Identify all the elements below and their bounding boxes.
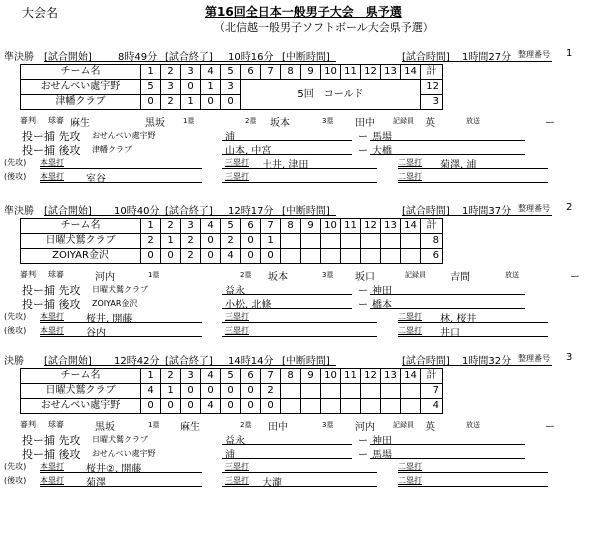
two-players: 井口	[440, 328, 460, 339]
team-name: 日曜犬鷲クラブ	[21, 384, 141, 399]
team-name: おせんべい處宇野	[21, 399, 141, 414]
inning-header: 9	[301, 369, 321, 384]
catcher-name: 橋本	[372, 300, 392, 311]
inning-score	[301, 384, 321, 399]
inning-score: 0	[201, 249, 221, 264]
duration-value: 1時間32分	[462, 356, 512, 367]
shinpan-label: 審判	[20, 270, 36, 279]
three-label: 三塁打	[225, 462, 249, 471]
rui2-name: 坂本	[270, 118, 290, 129]
inning-score	[321, 399, 341, 414]
inning-score: 2	[221, 234, 241, 249]
battery-label: 投ー捕 先攻	[22, 434, 81, 447]
kyushin-label: 球審	[48, 116, 64, 125]
inning-score	[361, 234, 381, 249]
inning-score: 4	[141, 384, 161, 399]
seiri-label: 整理番号	[518, 354, 550, 363]
two-label: 二塁打	[398, 312, 422, 321]
inning-score	[321, 249, 341, 264]
rui3-name: 河内	[355, 422, 375, 433]
inning-score: 0	[241, 384, 261, 399]
duration-label: [試合時間]	[402, 52, 450, 63]
team-total: 7	[421, 384, 443, 399]
total-header: 計	[421, 369, 443, 384]
inning-score: 5	[141, 80, 161, 95]
battery-team: 津幡クラブ	[92, 145, 132, 154]
hr-label: 本塁打	[40, 158, 64, 167]
score-table	[20, 64, 443, 110]
kirokuin-label: 記録員	[393, 117, 414, 125]
seiri-number: 2	[566, 202, 573, 213]
rui3-name: 坂口	[355, 272, 375, 283]
seiri-label: 整理番号	[518, 50, 550, 59]
score-table	[20, 218, 443, 264]
inning-score	[281, 249, 301, 264]
inning-header: 13	[381, 219, 401, 234]
inning-header: 12	[361, 65, 381, 80]
three-label: 三塁打	[225, 312, 249, 321]
team-row	[21, 234, 443, 249]
kyushin-name: 黒坂	[95, 422, 115, 433]
three-label: 三塁打	[225, 158, 249, 167]
team-total: 8	[421, 234, 443, 249]
hr-label: 本塁打	[40, 312, 64, 321]
inning-score: 1	[161, 384, 181, 399]
end-time: 12時17分	[228, 206, 274, 217]
catcher-name: 馬場	[372, 132, 392, 143]
inning-header: 5	[221, 369, 241, 384]
inning-header: 2	[161, 219, 181, 234]
kirokuin-name: 英	[425, 118, 435, 129]
hoso-dash: ー	[545, 118, 555, 129]
inning-score	[301, 249, 321, 264]
inning-score	[301, 234, 321, 249]
inning-header: 13	[381, 65, 401, 80]
end-label: [試合終了]	[165, 52, 213, 63]
inning-score: 0	[261, 249, 281, 264]
inning-score: 0	[221, 399, 241, 414]
side-label: (後攻)	[4, 326, 27, 335]
inning-header: 14	[401, 369, 421, 384]
team-row	[21, 249, 443, 264]
catcher-name: 馬場	[372, 450, 392, 461]
battery-dash: ー	[358, 132, 368, 143]
battery-team: 日曜犬鷲クラブ	[92, 285, 148, 294]
team-row	[21, 384, 443, 399]
battery-label: 投ー捕 後攻	[22, 298, 81, 311]
kirokuin-label: 記録員	[393, 421, 414, 429]
score-header-row	[21, 65, 443, 80]
battery-dash: ー	[358, 436, 368, 447]
two-label: 二塁打	[398, 158, 422, 167]
hr-players: 桜井②, 開藤	[86, 464, 142, 475]
inning-header: 11	[341, 219, 361, 234]
inning-score: 0	[141, 249, 161, 264]
game-round: 準決勝	[4, 206, 34, 217]
inning-header: 11	[341, 65, 361, 80]
end-label: [試合終了]	[165, 206, 213, 217]
inning-header: 6	[241, 219, 261, 234]
inning-header: 2	[161, 65, 181, 80]
inning-score: 0	[181, 384, 201, 399]
inning-score: 4	[221, 249, 241, 264]
inning-score: 0	[241, 399, 261, 414]
three-label: 三塁打	[225, 326, 249, 335]
battery-label: 投ー捕 先攻	[22, 130, 81, 143]
inning-score	[361, 249, 381, 264]
three-players: 大瀧	[262, 478, 282, 489]
inning-score: 0	[201, 95, 221, 110]
battery-dash: ー	[358, 146, 368, 157]
inning-score	[381, 384, 401, 399]
start-time: 12時42分	[114, 356, 160, 367]
start-label: [試合開始]	[44, 206, 92, 217]
inning-score	[361, 399, 381, 414]
shinpan-label: 審判	[20, 116, 36, 125]
inning-header: 5	[221, 219, 241, 234]
inning-header: 2	[161, 369, 181, 384]
duration-label: [試合時間]	[402, 206, 450, 217]
inning-score: 4	[201, 399, 221, 414]
inning-score	[401, 234, 421, 249]
battery-team: ZOIYAR金沢	[92, 299, 138, 308]
hr-label: 本塁打	[40, 462, 64, 471]
side-label: (先攻)	[4, 158, 27, 167]
rui1-label: 1塁	[148, 421, 160, 429]
inning-header: 6	[241, 65, 261, 80]
side-label: (先攻)	[4, 462, 27, 471]
hr-label: 本塁打	[40, 172, 64, 181]
side-label: (後攻)	[4, 476, 27, 485]
rui2-name: 田中	[268, 422, 288, 433]
two-label: 二塁打	[398, 462, 422, 471]
kirokuin-name: 吉間	[450, 272, 470, 283]
hoso-label: 放送	[466, 421, 480, 429]
inning-header: 7	[261, 65, 281, 80]
seiri-label: 整理番号	[518, 204, 550, 213]
inning-score	[281, 234, 301, 249]
inning-header: 10	[321, 369, 341, 384]
inning-score: 2	[141, 234, 161, 249]
inning-score	[281, 384, 301, 399]
inning-header: 14	[401, 219, 421, 234]
rui3-label: 3塁	[322, 421, 334, 429]
kirokuin-name: 英	[425, 422, 435, 433]
pitcher-name: 浦	[225, 132, 235, 143]
team-name: ZOIYAR金沢	[21, 249, 141, 264]
end-time: 14時14分	[228, 356, 274, 367]
interrupt-label: [中断時間]	[282, 206, 330, 217]
team-header: チーム名	[21, 369, 141, 384]
inning-header: 12	[361, 369, 381, 384]
inning-score	[341, 399, 361, 414]
inning-score	[381, 234, 401, 249]
hoso-dash: ー	[570, 272, 580, 283]
pitcher-name: 山本, 中宮	[225, 146, 272, 157]
interrupt-label: [中断時間]	[282, 356, 330, 367]
inning-header: 7	[261, 219, 281, 234]
inning-header: 10	[321, 65, 341, 80]
inning-score	[341, 249, 361, 264]
rui2-label: 2塁	[240, 271, 252, 279]
inning-score: 0	[201, 384, 221, 399]
battery-dash: ー	[358, 450, 368, 461]
page-title: 第16回全日本一般男子大会 県予選	[205, 5, 402, 19]
hoso-label: 放送	[466, 117, 480, 125]
pitcher-name: 小松, 北條	[225, 300, 272, 311]
hoso-label: 放送	[505, 271, 519, 279]
pitcher-name: 益永	[225, 286, 245, 297]
team-name: 日曜犬鷲クラブ	[21, 234, 141, 249]
side-label: (後攻)	[4, 172, 27, 181]
three-label: 三塁打	[225, 476, 249, 485]
game-round: 準決勝	[4, 52, 34, 63]
battery-team: 日曜犬鷲クラブ	[92, 435, 148, 444]
rui3-label: 3塁	[322, 271, 334, 279]
rui1-label: 1塁	[148, 271, 160, 279]
rui1-name: 麻生	[180, 422, 200, 433]
battery-label: 投ー捕 後攻	[22, 448, 81, 461]
start-time: 8時49分	[118, 52, 158, 63]
rui2-label: 2塁	[245, 117, 257, 125]
inning-score: 3	[221, 80, 241, 95]
kyushin-label: 球審	[48, 270, 64, 279]
inning-score: 0	[181, 399, 201, 414]
team-header: チーム名	[21, 65, 141, 80]
hr-players: 菊澤	[86, 478, 106, 489]
team-name: おせんべい處宇野	[21, 80, 141, 95]
taikai-label: 大会名	[22, 6, 59, 20]
inning-score	[381, 249, 401, 264]
inning-score	[341, 384, 361, 399]
duration-value: 1時間27分	[462, 52, 512, 63]
start-time: 10時40分	[114, 206, 160, 217]
hoso-dash: ー	[545, 422, 555, 433]
page-subtitle: （北信越一般男子ソフトボール大会県予選）	[214, 21, 434, 34]
inning-header: 6	[241, 369, 261, 384]
inning-score: 0	[241, 234, 261, 249]
seiri-number: 3	[566, 352, 573, 363]
rui3-name: 田中	[355, 118, 375, 129]
hr-label: 本塁打	[40, 476, 64, 485]
score-header-row	[21, 219, 443, 234]
inning-score	[381, 399, 401, 414]
start-label: [試合開始]	[44, 52, 92, 63]
pitcher-name: 浦	[225, 450, 235, 461]
battery-label: 投ー捕 先攻	[22, 284, 81, 297]
inning-header: 10	[321, 219, 341, 234]
two-label: 二塁打	[398, 476, 422, 485]
two-players: 林, 桜井	[440, 314, 477, 325]
inning-score: 2	[181, 249, 201, 264]
catcher-name: 大橋	[372, 146, 392, 157]
inning-score: 2	[261, 384, 281, 399]
kyushin-name: 河内	[95, 272, 115, 283]
inning-header: 9	[301, 219, 321, 234]
inning-header: 1	[141, 65, 161, 80]
inning-score: 3	[161, 80, 181, 95]
team-name: 津幡クラブ	[21, 95, 141, 110]
pitcher-name: 益永	[225, 436, 245, 447]
inning-score	[321, 384, 341, 399]
two-label: 二塁打	[398, 172, 422, 181]
inning-score	[341, 234, 361, 249]
side-label: (先攻)	[4, 312, 27, 321]
hr-players: 室谷	[86, 174, 106, 185]
team-total: 4	[421, 399, 443, 414]
inning-score: 1	[261, 234, 281, 249]
inning-score: 0	[161, 249, 181, 264]
three-players: 土井, 津田	[262, 160, 309, 171]
hr-players: 谷内	[86, 328, 106, 339]
team-header: チーム名	[21, 219, 141, 234]
inning-header: 3	[181, 369, 201, 384]
interrupt-label: [中断時間]	[282, 52, 330, 63]
end-time: 10時16分	[228, 52, 274, 63]
inning-header: 14	[401, 65, 421, 80]
inning-header: 3	[181, 65, 201, 80]
battery-team: おせんべい處宇野	[92, 449, 156, 458]
three-label: 三塁打	[225, 172, 249, 181]
catcher-name: 神田	[372, 286, 392, 297]
kirokuin-label: 記録員	[405, 271, 426, 279]
inning-header: 12	[361, 219, 381, 234]
inning-score	[321, 234, 341, 249]
game-round: 決勝	[4, 356, 24, 367]
inning-header: 9	[301, 65, 321, 80]
inning-score: 0	[201, 234, 221, 249]
inning-score	[401, 384, 421, 399]
hr-players: 桜井, 開藤	[86, 314, 133, 325]
inning-score	[301, 399, 321, 414]
shinpan-label: 審判	[20, 420, 36, 429]
inning-header: 4	[201, 369, 221, 384]
team-row	[21, 80, 443, 95]
score-table	[20, 368, 443, 414]
hr-label: 本塁打	[40, 326, 64, 335]
inning-score: 2	[161, 95, 181, 110]
inning-score: 0	[221, 384, 241, 399]
team-total: 12	[421, 80, 443, 95]
inning-header: 4	[201, 65, 221, 80]
inning-score	[401, 249, 421, 264]
total-header: 計	[421, 219, 443, 234]
inning-score: 0	[181, 80, 201, 95]
inning-header: 7	[261, 369, 281, 384]
inning-header: 8	[281, 65, 301, 80]
rui2-name: 坂本	[268, 272, 288, 283]
inning-header: 4	[201, 219, 221, 234]
inning-score: 0	[241, 249, 261, 264]
inning-score	[361, 384, 381, 399]
inning-score: 2	[181, 234, 201, 249]
kyushin-label: 球審	[48, 420, 64, 429]
inning-score: 1	[181, 95, 201, 110]
duration-label: [試合時間]	[402, 356, 450, 367]
inning-score: 1	[161, 234, 181, 249]
inning-header: 3	[181, 219, 201, 234]
score-header-row	[21, 369, 443, 384]
rui3-label: 3塁	[322, 117, 334, 125]
battery-label: 投ー捕 後攻	[22, 144, 81, 157]
shinpan-name: 麻生	[70, 118, 90, 129]
seiri-number: 1	[566, 48, 573, 59]
inning-header: 13	[381, 369, 401, 384]
duration-value: 1時間37分	[462, 206, 512, 217]
inning-score: 0	[141, 399, 161, 414]
two-players: 菊澤, 浦	[440, 160, 477, 171]
inning-header: 1	[141, 369, 161, 384]
inning-header: 8	[281, 369, 301, 384]
kyushin-name: 黒坂	[145, 118, 165, 129]
game-note: 5回 コールド	[241, 80, 421, 110]
team-row	[21, 399, 443, 414]
inning-score	[281, 399, 301, 414]
total-header: 計	[421, 65, 443, 80]
inning-score: 0	[221, 95, 241, 110]
end-label: [試合終了]	[165, 356, 213, 367]
inning-header: 1	[141, 219, 161, 234]
team-total: 3	[421, 95, 443, 110]
inning-score	[401, 399, 421, 414]
two-label: 二塁打	[398, 326, 422, 335]
rui1-label: 1塁	[183, 117, 195, 125]
inning-score: 0	[261, 399, 281, 414]
inning-header: 11	[341, 369, 361, 384]
inning-score: 1	[201, 80, 221, 95]
catcher-name: 神田	[372, 436, 392, 447]
inning-header: 8	[281, 219, 301, 234]
inning-score: 0	[161, 399, 181, 414]
inning-score: 0	[141, 95, 161, 110]
battery-dash: ー	[358, 286, 368, 297]
battery-dash: ー	[358, 300, 368, 311]
rui2-label: 2塁	[240, 421, 252, 429]
start-label: [試合開始]	[44, 356, 92, 367]
team-total: 6	[421, 249, 443, 264]
battery-team: おせんべい處宇野	[92, 131, 156, 140]
inning-header: 5	[221, 65, 241, 80]
